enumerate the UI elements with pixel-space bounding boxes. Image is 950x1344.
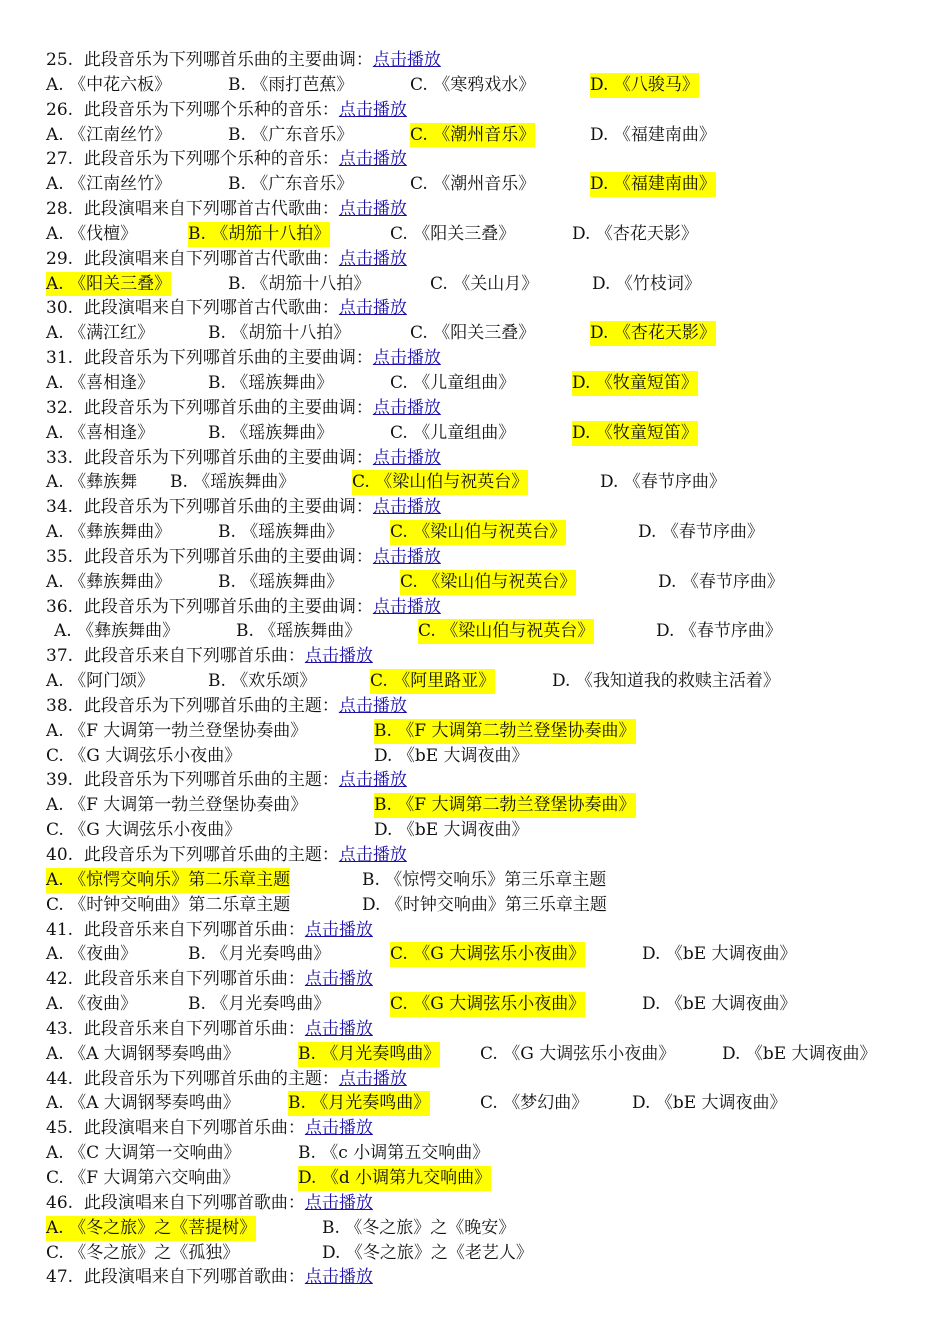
play-link[interactable]: 点击播放 [372, 348, 441, 369]
answer-option: D. 《bE 大调夜曲》 [374, 745, 529, 766]
answer-option: D. 《春节序曲》 [658, 571, 784, 592]
question-document [46, 48, 926, 1290]
answer-option: B. 《广东音乐》 [228, 174, 354, 195]
question-text: 37. 此段音乐来自下列哪首乐曲： [46, 646, 305, 667]
answer-option: B. 《月光奏鸣曲》 [188, 944, 331, 965]
answer-option: D. 《bE 大调夜曲》 [374, 820, 529, 841]
question-text: 40. 此段音乐为下列哪首乐曲的主题： [46, 845, 339, 865]
answer-option: A. 《江南丝竹》 [46, 124, 172, 145]
options-line [46, 1091, 926, 1116]
options-line [46, 719, 926, 744]
answer-option-highlighted: A. 《冬之旅》之《菩提树》 [46, 1216, 256, 1241]
answer-option: D. 《春节序曲》 [656, 621, 782, 642]
answer-option: A. 《A 大调钢琴奏鸣曲》 [46, 1093, 240, 1114]
question-text: 27. 此段音乐为下列哪个乐种的音乐： [46, 149, 339, 170]
play-link[interactable]: 点击播放 [338, 99, 407, 120]
options-line [46, 123, 926, 148]
question-text: 25. 此段音乐为下列哪首乐曲的主要曲调： [46, 50, 373, 70]
question-line [46, 247, 926, 272]
options-line [46, 321, 926, 346]
answer-option: B. 《广东音乐》 [228, 124, 354, 145]
answer-option: B. 《冬之旅》之《晚安》 [322, 1217, 516, 1238]
answer-option: B. 《欢乐颂》 [208, 671, 317, 692]
play-link[interactable]: 点击播放 [338, 1068, 407, 1089]
answer-option-highlighted: D. 《d 小调第九交响曲》 [298, 1166, 491, 1191]
options-line [46, 1166, 926, 1191]
options-line [46, 272, 926, 297]
answer-option: A. 《喜相逢》 [46, 422, 155, 443]
question-text: 45. 此段演唱来自下列哪首乐曲： [46, 1118, 305, 1139]
answer-option-highlighted: A. 《阳关三叠》 [46, 272, 171, 297]
answer-option-highlighted: D. 《杏花天影》 [590, 321, 716, 346]
answer-option-highlighted: C. 《梁山伯与祝英台》 [390, 520, 566, 545]
question-line [46, 1191, 926, 1216]
answer-option: C. 《阳关三叠》 [410, 323, 536, 344]
question-line [46, 446, 926, 471]
answer-option-highlighted: A. 《惊愕交响乐》第二乐章主题 [46, 868, 290, 893]
question-line [46, 197, 926, 222]
options-line [46, 222, 926, 247]
answer-option: B. 《瑶族舞曲》 [170, 472, 296, 493]
play-link[interactable]: 点击播放 [372, 596, 441, 617]
question-line [46, 1116, 926, 1141]
options-line [46, 1216, 926, 1241]
options-line [46, 868, 926, 893]
question-text: 35. 此段音乐为下列哪首乐曲的主要曲调： [46, 546, 373, 567]
answer-option-highlighted: B. 《F 大调第二勃兰登堡协奏曲》 [374, 793, 636, 818]
answer-option: D. 《冬之旅》之《老艺人》 [322, 1242, 533, 1263]
answer-option: A. 《A 大调钢琴奏鸣曲》 [46, 1043, 240, 1064]
question-line [46, 967, 926, 992]
answer-option: B. 《胡笳十八拍》 [228, 273, 371, 294]
answer-option: D. 《春节序曲》 [600, 472, 726, 493]
question-text: 31. 此段音乐为下列哪首乐曲的主要曲调： [46, 348, 373, 369]
answer-option: B. 《瑶族舞曲》 [218, 522, 344, 543]
options-line [46, 73, 926, 98]
answer-option: D. 《bE 大调夜曲》 [632, 1093, 787, 1114]
answer-option: B. 《c 小调第五交响曲》 [298, 1143, 490, 1164]
options-line [46, 793, 926, 818]
answer-option-highlighted: D. 《八骏马》 [590, 73, 699, 98]
answer-option: A. 《阿门颂》 [46, 671, 155, 692]
answer-option: A. 《夜曲》 [46, 944, 138, 965]
answer-option: B. 《瑶族舞曲》 [208, 372, 334, 393]
answer-option: C. 《冬之旅》之《孤独》 [46, 1242, 240, 1263]
options-line [46, 371, 926, 396]
question-line [46, 296, 926, 321]
answer-option: C. 《儿童组曲》 [390, 372, 516, 393]
answer-option-highlighted: C. 《梁山伯与祝英台》 [352, 470, 528, 495]
answer-option: C. 《时钟交响曲》第二乐章主题 [46, 894, 291, 915]
options-line [46, 818, 926, 843]
play-link[interactable]: 点击播放 [338, 149, 407, 170]
question-line [46, 1017, 926, 1042]
answer-option-highlighted: C. 《梁山伯与祝英台》 [400, 570, 576, 595]
play-link[interactable]: 点击播放 [304, 919, 373, 940]
question-line [46, 1067, 926, 1092]
answer-option: D. 《春节序曲》 [638, 522, 764, 543]
options-line [46, 619, 926, 644]
play-link[interactable]: 点击播放 [304, 1118, 373, 1139]
question-text: 46. 此段演唱来自下列哪首歌曲： [46, 1192, 305, 1213]
options-line [46, 421, 926, 446]
options-line [46, 669, 926, 694]
question-line [46, 346, 926, 371]
answer-option: C. 《G 大调弦乐小夜曲》 [46, 745, 242, 766]
answer-option: A. 《彝族舞曲》 [46, 522, 172, 543]
play-link[interactable]: 点击播放 [304, 1192, 373, 1213]
answer-option: A. 《中花六板》 [46, 74, 172, 95]
options-line [46, 744, 926, 769]
play-link[interactable]: 点击播放 [338, 199, 407, 220]
question-line [46, 396, 926, 421]
answer-option: D. 《bE 大调夜曲》 [642, 994, 797, 1015]
options-line [46, 1042, 926, 1067]
play-link[interactable]: 点击播放 [372, 397, 441, 418]
play-link[interactable]: 点击播放 [372, 50, 441, 70]
answer-option: C. 《G 大调弦乐小夜曲》 [480, 1043, 676, 1064]
answer-option: C. 《潮州音乐》 [410, 174, 536, 195]
question-text: 29. 此段演唱来自下列哪首古代歌曲： [46, 248, 339, 269]
answer-option-highlighted: D. 《牧童短笛》 [572, 371, 698, 396]
question-text: 34. 此段音乐为下列哪首乐曲的主要曲调： [46, 497, 373, 518]
question-text: 43. 此段音乐来自下列哪首乐曲： [46, 1018, 305, 1039]
play-link[interactable]: 点击播放 [372, 546, 441, 567]
question-line [46, 644, 926, 669]
play-link[interactable]: 点击播放 [338, 845, 407, 865]
answer-option-highlighted: D. 《牧童短笛》 [572, 421, 698, 446]
question-text: 26. 此段音乐为下列哪个乐种的音乐： [46, 99, 339, 120]
play-link[interactable]: 点击播放 [338, 298, 407, 319]
play-link[interactable]: 点击播放 [304, 969, 373, 990]
question-line [46, 147, 926, 172]
answer-option: C. 《寒鸦戏水》 [410, 74, 536, 95]
answer-option: B. 《瑶族舞曲》 [236, 621, 362, 642]
question-text: 44. 此段音乐为下列哪首乐曲的主题： [46, 1068, 339, 1089]
play-link[interactable]: 点击播放 [304, 1267, 373, 1288]
question-line [46, 918, 926, 943]
options-line [46, 470, 926, 495]
options-line [46, 1241, 926, 1266]
answer-option: D. 《我知道我的救赎主活着》 [552, 671, 780, 692]
options-line [46, 893, 926, 918]
play-link[interactable]: 点击播放 [372, 497, 441, 518]
question-text: 36. 此段音乐为下列哪首乐曲的主要曲调： [46, 596, 373, 617]
play-link[interactable]: 点击播放 [372, 447, 441, 468]
question-text: 30. 此段演唱来自下列哪首古代歌曲： [46, 298, 339, 319]
options-line [46, 942, 926, 967]
answer-option: B. 《胡笳十八拍》 [208, 323, 351, 344]
answer-option-highlighted: B. 《月光奏鸣曲》 [298, 1042, 440, 1067]
answer-option: A. 《江南丝竹》 [46, 174, 172, 195]
answer-option: A. 《彝族舞 [46, 472, 138, 493]
question-text: 39. 此段音乐为下列哪首乐曲的主题： [46, 770, 339, 791]
answer-option: B. 《瑶族舞曲》 [218, 571, 344, 592]
answer-option-highlighted: C. 《G 大调弦乐小夜曲》 [390, 942, 585, 967]
play-link[interactable]: 点击播放 [304, 1018, 373, 1039]
question-line [46, 545, 926, 570]
answer-option: D. 《竹枝词》 [592, 273, 701, 294]
question-line [46, 694, 926, 719]
question-text: 41. 此段音乐来自下列哪首乐曲： [46, 919, 305, 940]
answer-option-highlighted: C. 《阿里路亚》 [370, 669, 495, 694]
answer-option: A. 《伐檀》 [46, 223, 138, 244]
question-line [46, 595, 926, 620]
play-link[interactable]: 点击播放 [338, 770, 407, 791]
answer-option: A. 《C 大调第一交响曲》 [46, 1143, 241, 1164]
answer-option: C. 《G 大调弦乐小夜曲》 [46, 820, 242, 841]
answer-option: C. 《阳关三叠》 [390, 223, 516, 244]
answer-option-highlighted: B. 《胡笳十八拍》 [188, 222, 330, 247]
answer-option: A. 《夜曲》 [46, 994, 138, 1015]
answer-option: C. 《关山月》 [430, 273, 539, 294]
question-text: 38. 此段音乐为下列哪首乐曲的主题： [46, 695, 339, 716]
answer-option: D. 《bE 大调夜曲》 [642, 944, 797, 965]
answer-option-highlighted: C. 《潮州音乐》 [410, 123, 535, 148]
answer-option: B. 《瑶族舞曲》 [208, 422, 334, 443]
play-link[interactable]: 点击播放 [338, 695, 407, 716]
question-text: 42. 此段音乐来自下列哪首乐曲： [46, 969, 305, 990]
answer-option: D. 《时钟交响曲》第三乐章主题 [362, 894, 607, 915]
options-line [46, 570, 926, 595]
question-line [46, 768, 926, 793]
question-text: 47. 此段演唱来自下列哪首歌曲： [46, 1267, 305, 1288]
answer-option: C. 《儿童组曲》 [390, 422, 516, 443]
answer-option: C. 《梦幻曲》 [480, 1093, 589, 1114]
answer-option-highlighted: D. 《福建南曲》 [590, 172, 716, 197]
question-text: 28. 此段演唱来自下列哪首古代歌曲： [46, 199, 339, 220]
answer-option-highlighted: C. 《梁山伯与祝英台》 [418, 619, 594, 644]
answer-option: C. 《F 大调第六交响曲》 [46, 1167, 240, 1188]
answer-option-highlighted: B. 《F 大调第二勃兰登堡协奏曲》 [374, 719, 636, 744]
question-line [46, 495, 926, 520]
answer-option: D. 《杏花天影》 [572, 223, 698, 244]
answer-option: B. 《惊愕交响乐》第三乐章主题 [362, 869, 607, 890]
answer-option: A. 《F 大调第一勃兰登堡协奏曲》 [46, 795, 308, 816]
answer-option: A. 《喜相逢》 [46, 372, 155, 393]
options-line [46, 1141, 926, 1166]
options-line [46, 172, 926, 197]
answer-option-highlighted: B. 《月光奏鸣曲》 [288, 1091, 430, 1116]
answer-option: A. 《彝族舞曲》 [46, 571, 172, 592]
question-line [46, 843, 926, 868]
options-line [46, 992, 926, 1017]
answer-option: A. 《彝族舞曲》 [54, 621, 180, 642]
options-line [46, 520, 926, 545]
answer-option-highlighted: C. 《G 大调弦乐小夜曲》 [390, 992, 585, 1017]
answer-option: A. 《满江红》 [46, 323, 155, 344]
answer-option: D. 《bE 大调夜曲》 [722, 1043, 877, 1064]
play-link[interactable]: 点击播放 [338, 248, 407, 269]
answer-option: B. 《雨打芭蕉》 [228, 74, 354, 95]
question-line [46, 98, 926, 123]
play-link[interactable]: 点击播放 [304, 646, 373, 667]
question-line [46, 48, 926, 73]
question-text: 33. 此段音乐为下列哪首乐曲的主要曲调： [46, 447, 373, 468]
answer-option: B. 《月光奏鸣曲》 [188, 994, 331, 1015]
question-line [46, 1265, 926, 1290]
question-text: 32. 此段音乐为下列哪首乐曲的主要曲调： [46, 397, 373, 418]
answer-option: D. 《福建南曲》 [590, 124, 716, 145]
answer-option: A. 《F 大调第一勃兰登堡协奏曲》 [46, 720, 308, 741]
